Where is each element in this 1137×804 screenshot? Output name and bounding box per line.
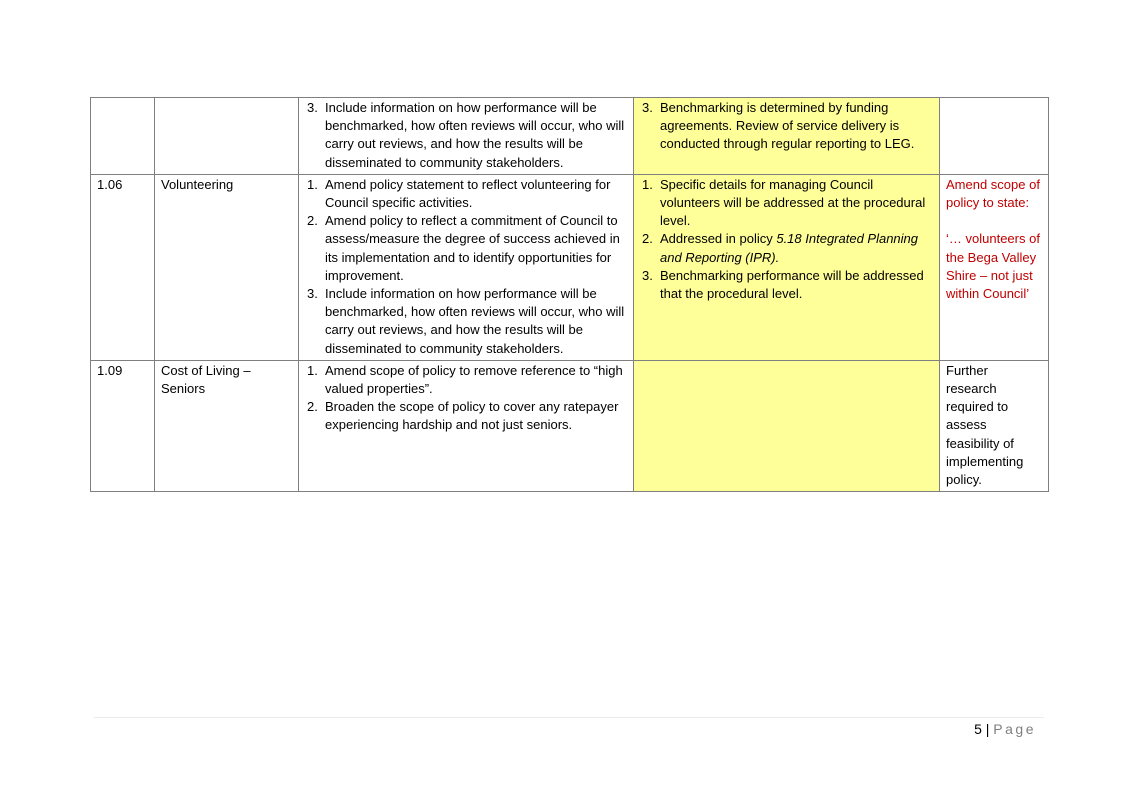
recommendations-cell xyxy=(299,360,634,491)
item-text: Include information on how performance will be benchmarked, how often reviews will occur, who will carry out reviews, and how the results will be disseminated to community stakeholders. xyxy=(325,100,625,170)
responses-cell xyxy=(634,360,940,491)
table-row xyxy=(91,98,1049,175)
action-quote: ‘… volunteers of the Bega Valley Shire – not just within Council’ xyxy=(946,231,1040,302)
page-number: 5 xyxy=(974,721,982,737)
responses-cell xyxy=(634,174,940,360)
list-item xyxy=(305,99,627,172)
action-text: Amend scope of policy to state: xyxy=(946,176,1040,211)
item-text: Amend policy to reflect a commitment of Council to assess/measure the degree of success achieved in its implementation and to identify opportunities for improvement. xyxy=(325,213,620,283)
item-number: 3. xyxy=(642,100,653,115)
recommendations-cell xyxy=(299,174,634,360)
action-cell xyxy=(940,174,1049,360)
list-item xyxy=(640,267,933,303)
item-text: Amend policy statement to reflect volunteering for Council specific activities. xyxy=(325,176,611,211)
policy-topic-cell: Volunteering xyxy=(155,174,299,360)
item-text: Specific details for managing Council volunteers will be addressed at the procedural level. xyxy=(660,176,926,229)
action-text: Further research required to assess feasibility of implementing policy. xyxy=(946,362,1024,488)
item-number: 2. xyxy=(307,213,318,229)
list-item xyxy=(640,176,933,231)
policy-reference: 5.18 Integrated Planning and Reporting (IPR). xyxy=(660,231,919,265)
item-text: Benchmarking is determined by funding agreements. Review of service delivery is conducted through regular reporting to LEG. xyxy=(660,100,915,152)
item-text: Benchmarking performance will be addressed that the procedural level. xyxy=(660,267,924,302)
list-item xyxy=(640,230,933,266)
spacer xyxy=(946,212,1042,230)
table-row xyxy=(91,360,1049,491)
item-number: 3. xyxy=(307,100,318,115)
policy-id-cell: 1.06 xyxy=(91,174,155,360)
footer-separator: | xyxy=(985,721,990,737)
list-item xyxy=(305,212,627,285)
item-text: Broaden the scope of policy to cover any ratepayer experiencing hardship and not just seniors. xyxy=(325,399,619,433)
action-cell xyxy=(940,360,1049,491)
footer-divider xyxy=(94,717,1044,718)
page-label: Page xyxy=(993,721,1036,737)
list-item xyxy=(305,176,627,212)
responses-cell xyxy=(634,98,940,175)
review-table xyxy=(90,97,1049,492)
item-number: 1. xyxy=(307,176,318,192)
item-text: Include information on how performance will be benchmarked, how often reviews will occur, who will carry out reviews, and how the results will be disseminated to community stakeholders. xyxy=(325,286,625,356)
page-footer xyxy=(974,721,1036,737)
item-number: 3. xyxy=(642,267,653,283)
policy-topic-cell: Cost of Living – Seniors xyxy=(155,360,299,491)
policy-topic-cell xyxy=(155,98,299,175)
item-number: 1. xyxy=(307,362,318,378)
item-number: 1. xyxy=(642,176,653,192)
item-number: 2. xyxy=(307,399,318,415)
policy-id-cell: 1.09 xyxy=(91,360,155,491)
recommendations-cell xyxy=(299,98,634,175)
policy-id-cell xyxy=(91,98,155,175)
list-item xyxy=(305,362,627,398)
table-row xyxy=(91,174,1049,360)
list-item xyxy=(305,398,627,434)
item-number: 3. xyxy=(307,286,318,302)
list-item xyxy=(305,285,627,358)
item-number: 2. xyxy=(642,231,653,247)
item-text: Amend scope of policy to remove reference to “high valued properties”. xyxy=(325,362,623,397)
list-item xyxy=(640,99,933,154)
item-text: Addressed in policy xyxy=(660,231,777,247)
action-cell xyxy=(940,98,1049,175)
